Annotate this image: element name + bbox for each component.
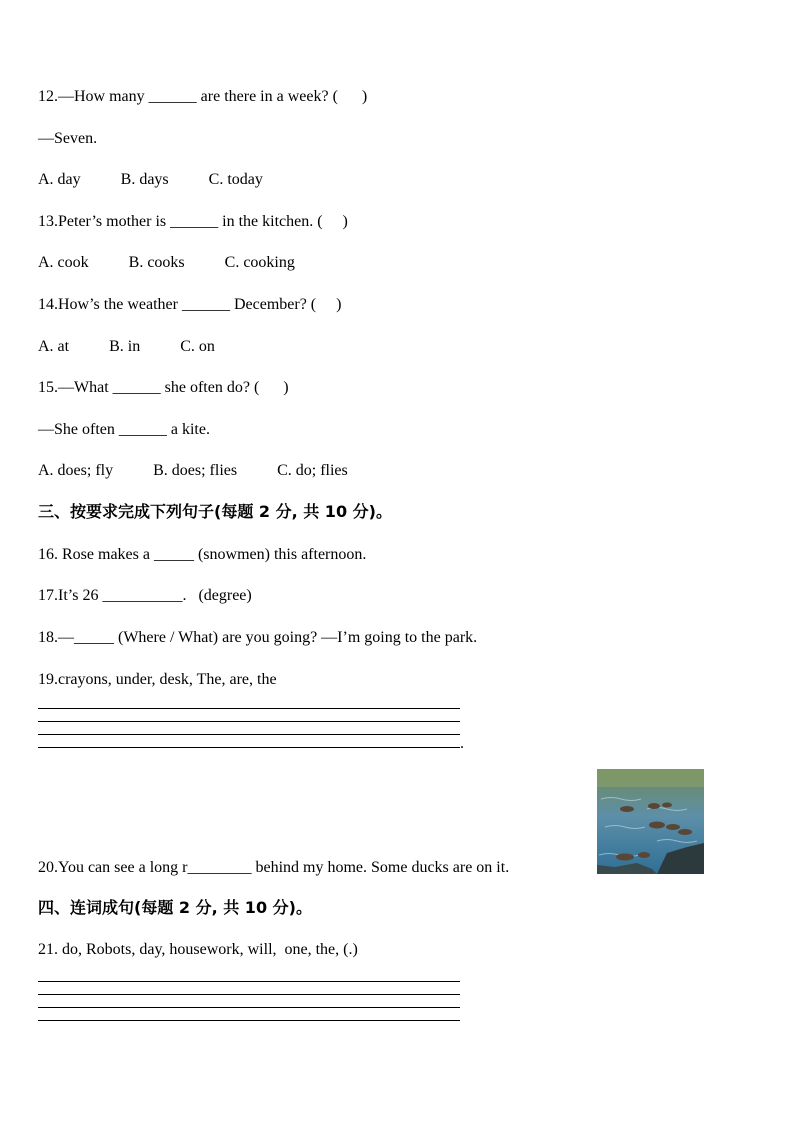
q13-options: A. cook B. cooks C. cooking xyxy=(38,254,295,271)
q12-answer: —Seven. xyxy=(38,130,98,147)
q12-text: 12.—How many ______ are there in a week? ( ) xyxy=(38,88,368,105)
ducks-on-river-photo xyxy=(597,769,704,874)
q19-answer-line-2 xyxy=(38,721,460,722)
q13-text: 13.Peter’s mother is ______ in the kitchen. ( ) xyxy=(38,213,348,230)
q12-options: A. day B. days C. today xyxy=(38,171,263,188)
section3-heading: 三、按要求完成下列句子(每题 2 分, 共 10 分)。 xyxy=(38,502,392,521)
q15-text: 15.—What ______ she often do? ( ) xyxy=(38,379,289,396)
q19-answer-line-1 xyxy=(38,708,460,709)
q16-text: 16. Rose makes a _____ (snowmen) this afternoon. xyxy=(38,546,367,563)
q20-text: 20.You can see a long r________ behind my home. Some ducks are on it. xyxy=(38,859,510,876)
q21-text: 21. do, Robots, day, housework, will, one, the, (.) xyxy=(38,941,358,958)
q19-text: 19.crayons, under, desk, The, are, the xyxy=(38,671,277,688)
q19-answer-line-3 xyxy=(38,734,460,735)
q18-text: 18.—_____ (Where / What) are you going? —I’m going to the park. xyxy=(38,629,478,646)
q21-answer-line-2 xyxy=(38,994,460,995)
q19-period: . xyxy=(460,735,464,752)
q21-answer-line-1 xyxy=(38,981,460,982)
q21-answer-line-4 xyxy=(38,1020,460,1021)
q14-text: 14.How’s the weather ______ December? ( ) xyxy=(38,296,342,313)
q14-options: A. at B. in C. on xyxy=(38,338,215,355)
q19-answer-line-4 xyxy=(38,747,460,748)
q15-options: A. does; fly B. does; flies C. do; flies xyxy=(38,462,348,479)
q15-answer: —She often ______ a kite. xyxy=(38,421,210,438)
section4-heading: 四、连词成句(每题 2 分, 共 10 分)。 xyxy=(38,898,312,917)
q17-text: 17.It’s 26 __________. (degree) xyxy=(38,587,252,604)
q21-answer-line-3 xyxy=(38,1007,460,1008)
